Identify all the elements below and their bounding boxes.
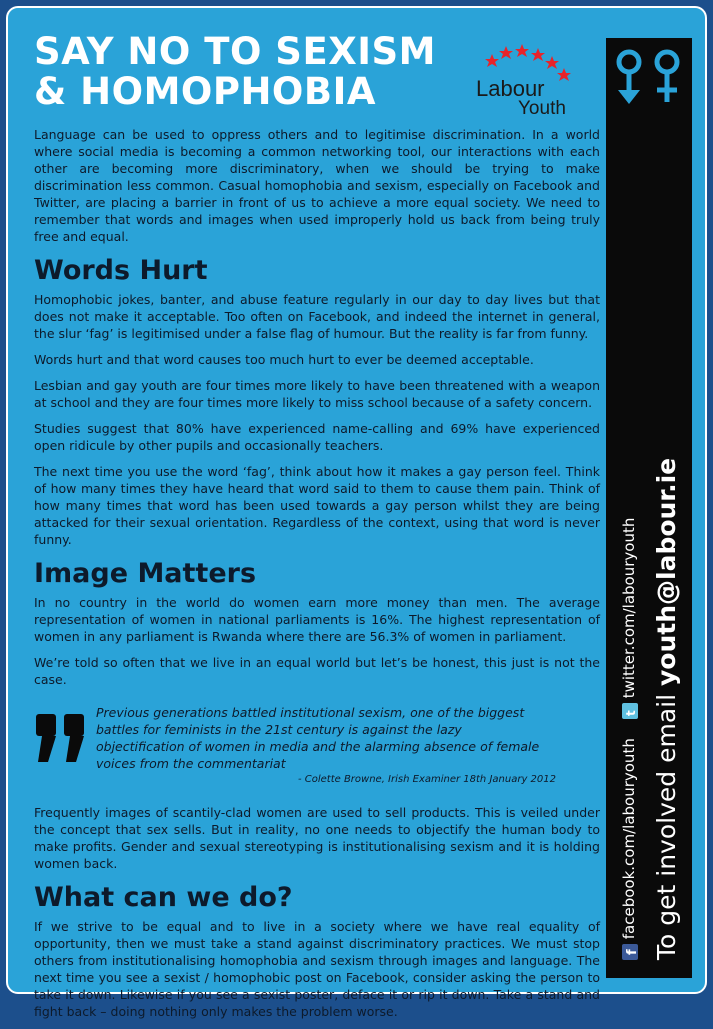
paragraph: In no country in the world do women earn more money than men. The average representation of women in national parliaments is 16%. The highest representation of women in any parliament is Rwanda where there are 56.3% of women in parliament. bbox=[34, 595, 600, 644]
twitter-icon bbox=[622, 703, 638, 719]
section-heading-what-can-we-do: What can we do? bbox=[34, 882, 293, 913]
intro-paragraph: Language can be used to oppress others and to legitimise discrimination. In a world where social media is becoming a common networking tool, our interactions with each other are becoming more discriminatory, when we should be trying to make discrimination less common. Casual homophobia and sexism, especially on Facebook and Twitter, are placing a barrier in front of us to achieve a more equal society. We need to remember that words and images when used improperly hold us back from being truly free and equal. bbox=[34, 127, 600, 244]
call-to-action bbox=[652, 458, 681, 960]
section-heading-words-hurt: Words Hurt bbox=[34, 255, 208, 286]
facebook-link[interactable]: facebook.com/labouryouth bbox=[620, 738, 638, 940]
sidebar-text bbox=[606, 38, 692, 978]
cta-email[interactable]: youth@labour.ie bbox=[652, 457, 681, 687]
main-column bbox=[34, 32, 600, 1029]
social-links bbox=[620, 518, 638, 960]
svg-text:t: t bbox=[623, 710, 638, 717]
paragraph: Homophobic jokes, banter, and abuse feature regularly in our day to day lives but that does not make it acceptable. Too often on Facebook, and indeed the internet in general, the slur ‘fag’ is legitimised under a false flag of humour. But the reality is far from funny. bbox=[34, 292, 600, 341]
twitter-link[interactable]: twitter.com/labouryouth bbox=[620, 517, 638, 699]
paragraph: We’re told so often that we live in an equal world but let’s be honest, this just is not the case. bbox=[34, 655, 600, 687]
logo-sub: Youth bbox=[518, 98, 566, 119]
quote-citation: - Colette Browne, Irish Examiner 18th January 2012 bbox=[297, 774, 556, 785]
paragraph: Lesbian and gay youth are four times more likely to have been threatened with a weapon at school and they are four times more likely to miss school because of a safety concern. bbox=[34, 378, 600, 410]
paragraph: Words hurt and that word causes too much hurt to ever be deemed acceptable. bbox=[34, 352, 534, 367]
paragraph: Frequently images of scantily-clad women are used to sell products. This is veiled under the concept that sex sells. But in reality, no one needs to objectify the human body to make profits. Gender and sexual stereotyping is institutionalising sexism and it is holding women back. bbox=[34, 805, 600, 871]
cta-prefix: To get involved email bbox=[652, 686, 681, 960]
paragraph: The next time you use the word ‘fag’, think about how it makes a gay person feel. Think of how many times they have heard that word said to them to cause them pain. Think of how many times that word has been used towards a gay person whilst they are being attacked for their sexual orientation. Regardless of the context, using that word is never funny. bbox=[34, 464, 600, 547]
svg-text:f: f bbox=[624, 949, 640, 955]
quote-text: Previous generations battled institutional sexism, one of the biggest battles for feminists in the 21st century is against the lazy objectification of women in media and the alarming absence of female voices from the commentariat bbox=[96, 705, 540, 771]
pull-quote bbox=[34, 704, 600, 792]
title-line-1: SAY NO TO SEXISM bbox=[34, 30, 436, 73]
labour-youth-logo bbox=[448, 42, 588, 122]
title-line-2: & HOMOPHOBIA bbox=[34, 70, 376, 113]
quote-mark-icon bbox=[34, 712, 90, 764]
contact-sidebar bbox=[606, 38, 692, 978]
poster bbox=[6, 6, 707, 1019]
section-heading-image-matters: Image Matters bbox=[34, 558, 257, 589]
paragraph: Studies suggest that 80% have experienced name-calling and 69% have experienced open ridicule by other pupils and occasionally teachers. bbox=[34, 421, 600, 453]
paragraph: If we strive to be equal and to live in a society where we have real equality of opportunity, then we must take a stand against discriminatory practices. We must stop others from institutionalising homophobia and sexism through images and language. The next time you see a sexist / homophobic post on Facebook, consider asking the person to take it down. Likewise if you see a sexist poster, deface it or rip it down. Take a stand and fight back – doing nothing only makes the problem worse. bbox=[34, 919, 600, 1019]
facebook-icon bbox=[622, 944, 638, 960]
logo-name: Labour bbox=[476, 76, 545, 101]
